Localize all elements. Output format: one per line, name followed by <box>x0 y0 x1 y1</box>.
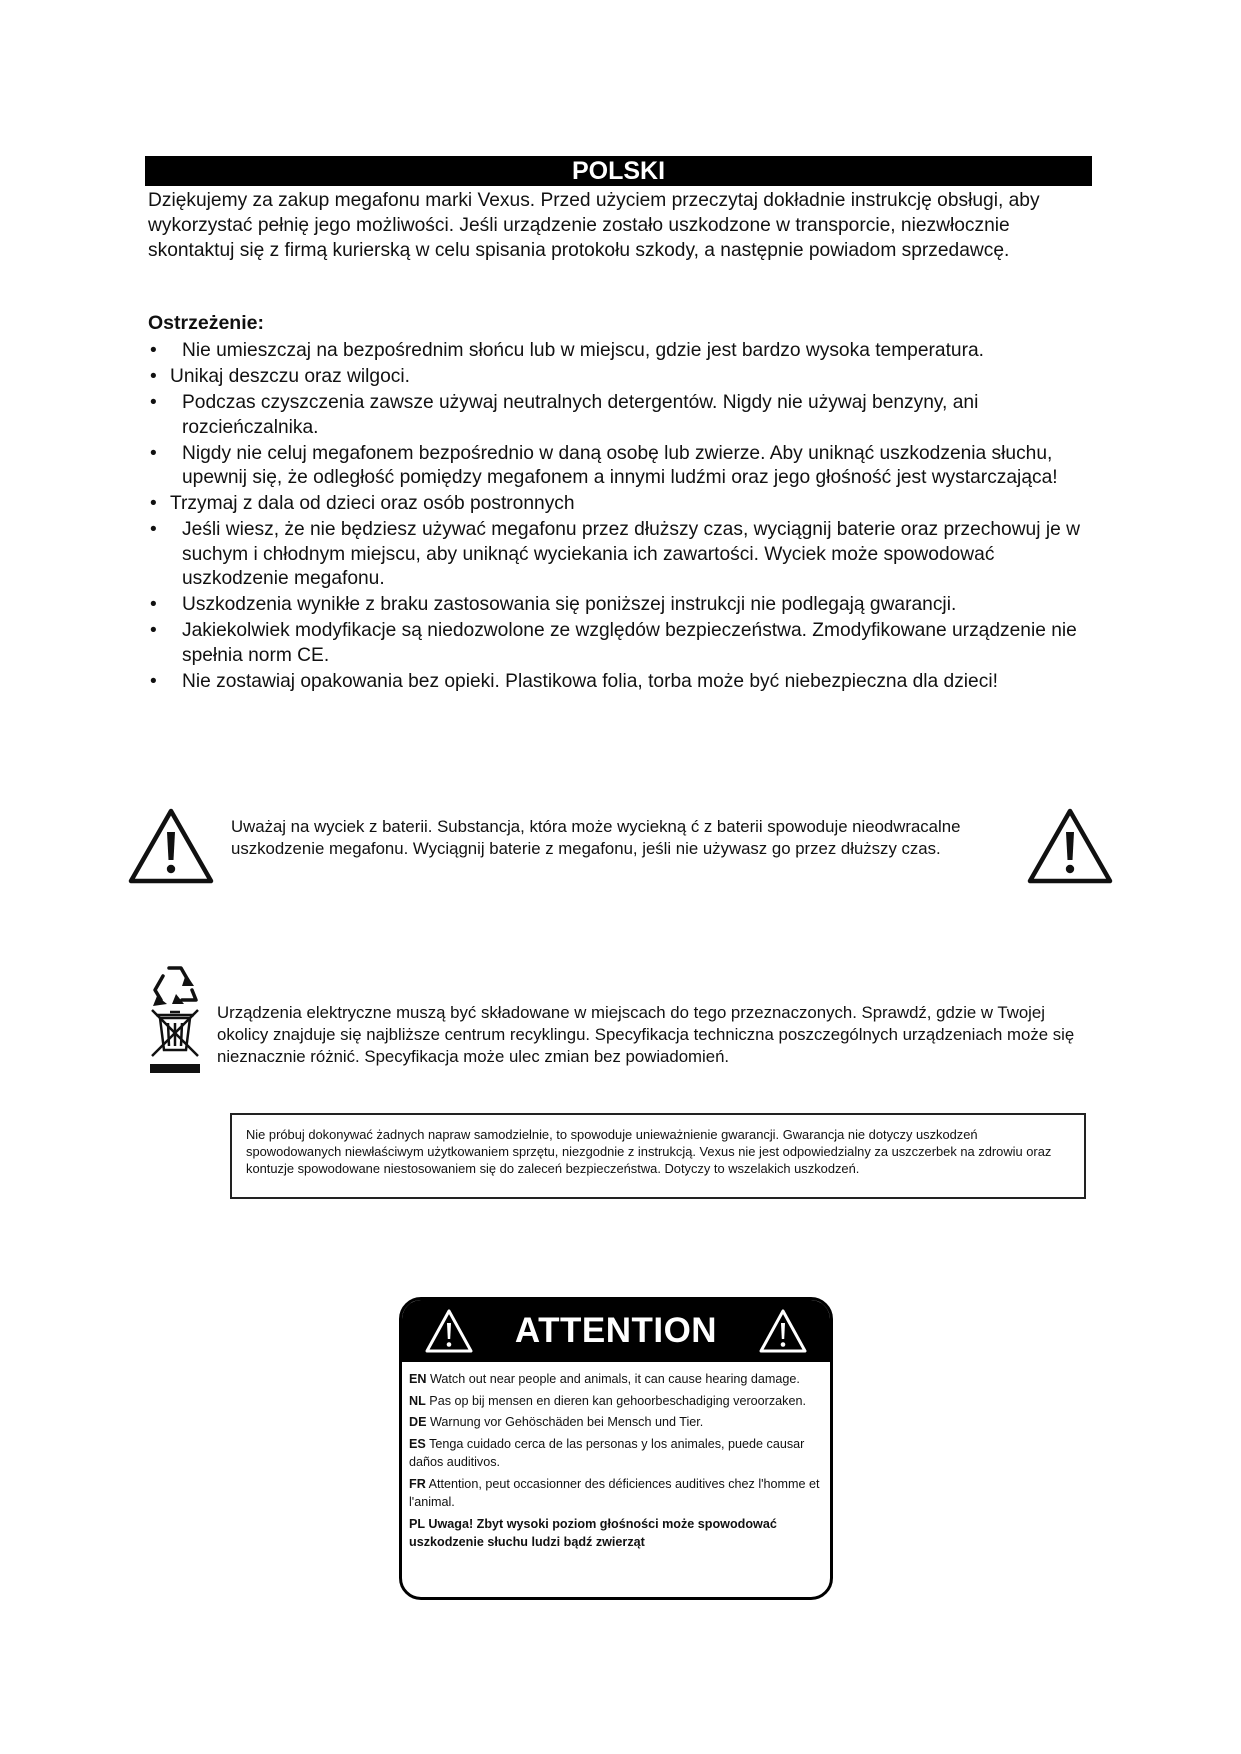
intro-paragraph: Dziękujemy za zakup megafonu marki Vexus. Przed użyciem przeczytaj dokładnie instrukcję obsługi, aby wykorzystać pełnię jego możliwości. Jeśli urządzenie zostało uszkodzone w transporcie, niezwłocznie skontaktuj się z firmą kurierską w celu spisania protokołu szkody, a następnie powiadom sprzedawcę. <box>148 190 1040 261</box>
bullet-icon: • <box>150 594 157 615</box>
bullet-icon: • <box>150 340 157 361</box>
attention-entry-text: Uwaga! Zbyt wysoki poziom głośności może spowodować uszkodzenie słuchu ludzi bądź zwierząt <box>409 1516 777 1549</box>
attention-entry <box>409 1475 820 1512</box>
section-title: POLSKI <box>571 157 666 185</box>
section-title-bar <box>145 156 1092 186</box>
bullet-icon: • <box>150 670 157 692</box>
attention-entry-text: Tenga cuidado cerca de las personas y los animales, puede causar daños auditivos. <box>409 1436 805 1469</box>
bullet-icon: • <box>150 519 157 540</box>
disposal-text: Urządzenia elektryczne muszą być składowane w miejscach do tego przeznaczonych. Sprawdź, gdzie w Twojej okolicy znajduje się najbliższe centrum recyklingu. Specyfikacja techniczna poszczególnych urządzeniach może się nieznacznie różnić. Specyfikacja może ulec zmian bez powiadomień. <box>217 1003 1075 1066</box>
warning-item-text: Uszkodzenia wynikłe z braku zastosowania się poniższej instrukcji nie podlegają gwarancji. <box>182 594 957 615</box>
attention-header <box>402 1300 830 1362</box>
warning-item-text: Podczas czyszczenia zawsze używaj neutralnych detergentów. Nigdy nie używaj benzyny, ani rozcieńczalnika. <box>182 392 979 438</box>
attention-entry <box>409 1413 820 1432</box>
language-code: FR <box>409 1476 426 1491</box>
warnings-heading: Ostrzeżenie: <box>148 312 264 334</box>
warning-item <box>148 593 1093 618</box>
warning-item <box>148 492 1093 517</box>
attention-entry <box>409 1392 820 1411</box>
bullet-icon: • <box>150 493 157 514</box>
language-code: NL <box>409 1393 426 1408</box>
warning-item <box>148 339 1093 364</box>
attention-entry <box>409 1435 820 1472</box>
warning-item-text: Jakiekolwiek modyfikacje są niedozwolone ze względów bezpieczeństwa. Zmodyfikowane urządzenie nie spełnia norm CE. <box>182 620 1077 666</box>
warning-triangle-icon <box>1026 806 1114 886</box>
warning-triangle-icon <box>758 1308 808 1354</box>
warning-item-text: Trzymaj z dala od dzieci oraz osób postronnych <box>170 493 575 514</box>
bullet-icon: • <box>150 620 157 641</box>
language-code: EN <box>409 1372 427 1386</box>
recycle-weee-icon <box>146 960 204 1080</box>
warning-item-text: Nie zostawiaj opakowania bez opieki. Plastikowa folia, torba może być niebezpieczna dla dzieci! <box>182 670 998 692</box>
language-code: PL <box>409 1516 425 1531</box>
attention-entry-text: Attention, peut occasionner des déficiences auditives chez l'homme et l'animal. <box>409 1476 820 1509</box>
warning-item <box>148 442 1093 491</box>
attention-body <box>402 1362 830 1552</box>
warning-item-text: Nigdy nie celuj megafonem bezpośrednio w daną osobę lub zwierze. Aby uniknąć uszkodzenia słuchu, upewnij się, że odległość pomiędzy megafonem a innymi ludźmi oraz jego głośność jest wystarczająca! <box>182 442 1058 488</box>
attention-entry <box>409 1515 820 1552</box>
bullet-icon: • <box>150 392 157 413</box>
attention-entry-text: Pas op bij mensen en dieren kan gehoorbeschadiging veroorzaken. <box>429 1393 806 1408</box>
attention-entry-text: Warnung vor Gehöschäden bei Mensch und Tier. <box>430 1415 704 1429</box>
attention-label <box>399 1297 833 1600</box>
bullet-icon: • <box>150 366 157 387</box>
warning-item-text: Nie umieszczaj na bezpośrednim słońcu lub w miejscu, gdzie jest bardzo wysoka temperatura. <box>182 340 984 361</box>
attention-entry-text: Watch out near people and animals, it can cause hearing damage. <box>430 1372 800 1386</box>
warranty-notice-box <box>230 1113 1086 1199</box>
warning-item-text: Jeśli wiesz, że nie będziesz używać megafonu przez dłuższy czas, wyciągnij baterie oraz przechowuj je w suchym i chłodnym miejscu, aby uniknąć wyciekania ich zawartości. Wyciek może spowodować uszkodzenie megafonu. <box>182 519 1080 589</box>
warning-item <box>148 619 1093 668</box>
attention-title: ATTENTION <box>514 1311 718 1350</box>
warnings-list <box>148 339 1093 696</box>
language-code: DE <box>409 1415 427 1429</box>
warning-item <box>148 391 1093 440</box>
bullet-icon: • <box>150 442 157 464</box>
warning-item <box>148 670 1093 695</box>
attention-entry <box>409 1370 820 1389</box>
battery-warning-text: Uważaj na wyciek z baterii. Substancja, która może wyciekną ć z baterii spowoduje nieodwracalne uszkodzenie megafonu. Wyciągnij baterie z megafonu, jeśli nie używasz go przez dłuższy czas. <box>231 817 961 858</box>
warning-triangle-icon <box>127 806 215 886</box>
warranty-notice-text: Nie próbuj dokonywać żadnych napraw samodzielnie, to spowoduje unieważnienie gwarancji. Gwarancja nie dotyczy uszkodzeń spowodowanych niewłaściwym użytkowaniem sprzętu, niezgodnie z instrukcją. Vexus nie jest odpowiedzialny za uszczerbek na zdrowiu oraz kontuzje spowodowane niestosowaniem się do zaleceń bezpieczeństwa. Dotyczy to wszelakich uszkodzeń. <box>246 1127 1052 1176</box>
warning-item <box>148 365 1093 390</box>
warning-item <box>148 518 1093 592</box>
warning-item-text: Unikaj deszczu oraz wilgoci. <box>170 366 410 387</box>
language-code: ES <box>409 1436 426 1451</box>
